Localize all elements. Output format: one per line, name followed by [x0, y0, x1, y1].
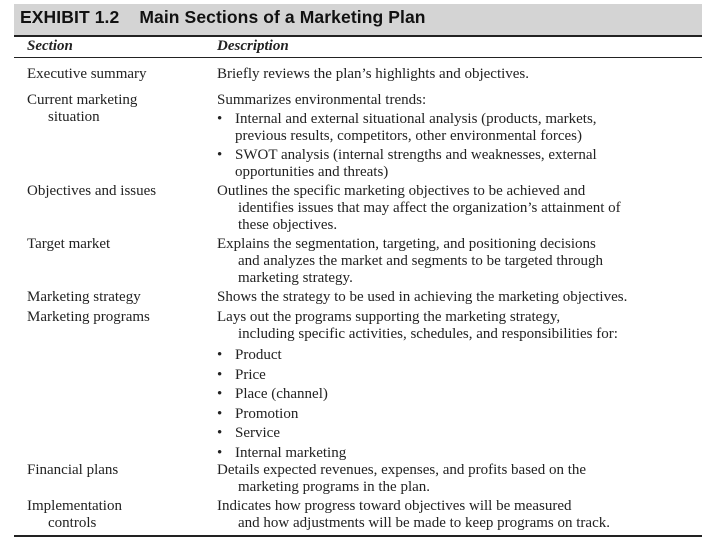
bullet-item-place: • Place (channel) — [217, 385, 702, 405]
bullet-item: • Internal and external situational analysis (products, markets, — [217, 111, 597, 127]
description-line: Briefly reviews the plan’s highlights and objectives. — [217, 66, 530, 82]
bullet-icon: • — [217, 386, 223, 402]
description-implementation-controls — [217, 498, 702, 532]
header-rule — [14, 35, 702, 37]
section-label-cont: controls — [48, 515, 97, 531]
description-column-header: Description — [217, 38, 289, 54]
section-label: Target market — [27, 236, 111, 252]
description-objectives-and-issues — [217, 183, 702, 234]
description-line: and how adjustments will be made to keep programs on track. — [238, 515, 610, 531]
description-line: marketing strategy. — [238, 270, 353, 286]
bullet-icon: • — [217, 347, 223, 363]
section-current-marketing-situation — [27, 92, 212, 126]
description-target-market — [217, 236, 702, 287]
description-marketing-strategy — [217, 289, 702, 306]
bottom-rule — [14, 535, 702, 537]
description-line: Indicates how progress toward objectives will be measured — [217, 498, 572, 514]
section-label-cont: situation — [48, 109, 100, 125]
section-label: Executive summary — [27, 66, 147, 82]
bullet-item-cont: opportunities and threats) — [235, 164, 389, 180]
column-header-rule — [14, 57, 702, 58]
section-label: Financial plans — [27, 462, 119, 478]
section-implementation-controls — [27, 498, 212, 532]
bullet-item-internal-marketing: • Internal marketing — [217, 444, 702, 464]
section-financial-plans — [27, 462, 212, 479]
bullet-item: • SWOT analysis (internal strengths and weaknesses, external — [217, 147, 597, 163]
section-label: Objectives and issues — [27, 183, 157, 199]
description-financial-plans — [217, 462, 702, 496]
section-target-market — [27, 236, 212, 253]
section-marketing-programs — [27, 309, 212, 326]
exhibit-title — [20, 7, 426, 28]
section-label: Implementation — [27, 498, 122, 514]
bullet-icon: • — [217, 405, 223, 422]
section-marketing-strategy — [27, 289, 212, 306]
description-marketing-programs — [217, 309, 702, 463]
bullet-icon: • — [217, 444, 223, 461]
exhibit-label: EXHIBIT 1.2 — [20, 7, 120, 27]
description-line: Explains the segmentation, targeting, and positioning decisions — [217, 236, 596, 252]
section-column-header: Section — [27, 38, 73, 54]
description-line: Lays out the programs supporting the marketing strategy, — [217, 309, 561, 325]
bullet-icon: • — [217, 425, 223, 441]
description-line: these objectives. — [238, 217, 338, 233]
bullet-item-service: • Service — [217, 424, 702, 444]
section-label: Marketing strategy — [27, 289, 141, 305]
exhibit-title-text: Main Sections of a Marketing Plan — [139, 7, 426, 27]
section-executive-summary — [27, 66, 212, 83]
bullet-item-cont: previous results, competitors, other environmental forces) — [235, 128, 582, 144]
description-line: and analyzes the market and segments to be targeted through — [238, 253, 604, 269]
description-line: identifies issues that may affect the organization’s attainment of — [238, 200, 621, 216]
description-line: Summarizes environmental trends: — [217, 92, 427, 108]
bullet-item-promotion: • Promotion — [217, 405, 702, 425]
section-label: Marketing programs — [27, 309, 150, 325]
description-line: Outlines the specific marketing objectives to be achieved and — [217, 183, 586, 199]
bullet-icon: • — [217, 111, 223, 127]
description-line: Details expected revenues, expenses, and profits based on the — [217, 462, 587, 478]
exhibit-header — [14, 4, 702, 35]
section-label: Current marketing — [27, 92, 138, 108]
bullet-icon: • — [217, 147, 223, 163]
description-line: Shows the strategy to be used in achieving the marketing objectives. — [217, 289, 628, 305]
description-line: marketing programs in the plan. — [238, 479, 431, 495]
section-objectives-and-issues — [27, 183, 212, 200]
description-current-marketing-situation — [217, 92, 702, 181]
bullet-item-product: • Product — [217, 346, 702, 366]
description-line: including specific activities, schedules, and responsibilities for: — [238, 326, 618, 342]
description-executive-summary — [217, 66, 702, 83]
bullet-icon: • — [217, 366, 223, 383]
bullet-item-price: • Price — [217, 366, 702, 386]
